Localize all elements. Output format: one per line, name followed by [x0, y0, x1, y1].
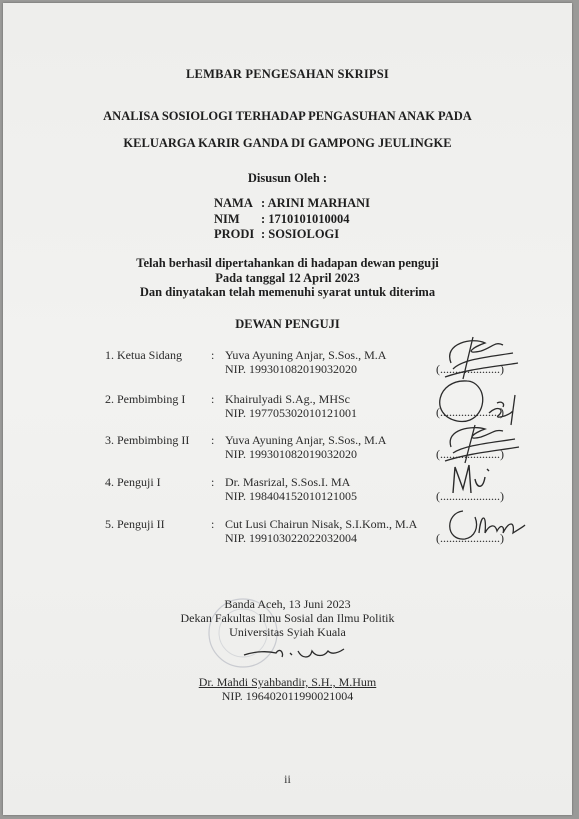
- member-nip: NIP. 199103022022032004: [225, 530, 358, 545]
- author-intro: Disusun Oleh :: [247, 171, 328, 185]
- document-page: [3, 3, 572, 815]
- signature-dean: [240, 639, 350, 665]
- member-nip: NIP. 199301082019032020: [225, 446, 358, 461]
- statement-line-3: Dan dinyatakan telah memenuhi syarat untuk diterima: [139, 285, 436, 299]
- signature-box: (....................): [436, 362, 504, 376]
- identity-value: : ARINI MARHANI: [261, 196, 371, 210]
- member-role: 3. Pembimbing II: [105, 433, 190, 447]
- identity-value: : 1710101010004: [261, 211, 350, 226]
- statement-line-2: Pada tanggal 12 April 2023: [215, 270, 360, 285]
- identity-row-prodi: [214, 227, 370, 243]
- member-colon: :: [211, 517, 215, 531]
- signature-box: (....................): [436, 405, 504, 419]
- member-role: 4. Penguji I: [105, 475, 161, 489]
- dean-block: [3, 675, 572, 703]
- signature-box: (....................): [436, 531, 504, 545]
- identity-key: NAMA: [214, 196, 253, 210]
- statement-line-1: Telah berhasil dipertahankan di hadapan dewan penguji: [136, 256, 439, 270]
- thesis-title-line-1: ANALISA SOSIOLOGI TERHADAP PENGASUHAN ANAK PADA: [103, 109, 472, 123]
- committee-title: DEWAN PENGUJI: [235, 317, 340, 331]
- signature-penguji-2: [439, 503, 529, 548]
- member-name: Khairulyadi S.Ag., MHSc: [225, 392, 350, 406]
- member-colon: :: [211, 475, 215, 489]
- page-number: ii: [284, 772, 291, 786]
- signature-box: (....................): [436, 489, 504, 503]
- identity-key: NIM: [214, 211, 240, 226]
- member-role: 1. Ketua Sidang: [105, 348, 182, 362]
- member-colon: :: [211, 348, 215, 362]
- member-name: Cut Lusi Chairun Nisak, S.I.Kom., M.A: [225, 517, 418, 531]
- member-nip: NIP. 197705302010121001: [225, 405, 358, 420]
- member-colon: :: [211, 433, 215, 447]
- document-title: LEMBAR PENGESAHAN SKRIPSI: [186, 67, 389, 81]
- member-nip: NIP. 199301082019032020: [225, 361, 358, 376]
- identity-key: PRODI: [214, 227, 255, 241]
- member-name: Yuva Ayuning Anjar, S.Sos., M.A: [225, 433, 387, 447]
- member-name: Dr. Masrizal, S.Sos.I. MA: [225, 475, 351, 489]
- member-name: Yuva Ayuning Anjar, S.Sos., M.A: [225, 348, 387, 362]
- member-nip: NIP. 198404152010121005: [225, 488, 358, 503]
- identity-value: : SOSIOLOGI: [261, 227, 340, 241]
- place-date: Banda Aceh, 13 Juni 2023: [224, 597, 351, 611]
- member-role: 5. Penguji II: [105, 517, 165, 531]
- signature-box: (....................): [436, 447, 504, 461]
- member-role: 2. Pembimbing I: [105, 392, 186, 406]
- institution-name: Universitas Syiah Kuala: [229, 625, 346, 639]
- member-colon: :: [211, 392, 215, 406]
- dean-position: Dekan Fakultas Ilmu Sosial dan Ilmu Politik: [180, 611, 395, 625]
- defense-statement: [3, 256, 572, 300]
- identity-row-name: [214, 196, 370, 212]
- identity-row-nim: [214, 212, 370, 228]
- author-identity: [214, 196, 370, 243]
- dean-name: Dr. Mahdi Syahbandir, S.H., M.Hum: [198, 675, 377, 689]
- dean-nip: NIP. 196402011990021004: [221, 689, 354, 703]
- thesis-title-line-2: KELUARGA KARIR GANDA DI GAMPONG JEULINGKE: [123, 136, 452, 150]
- signature-penguji-1: [443, 459, 493, 501]
- approval-block: [3, 597, 572, 639]
